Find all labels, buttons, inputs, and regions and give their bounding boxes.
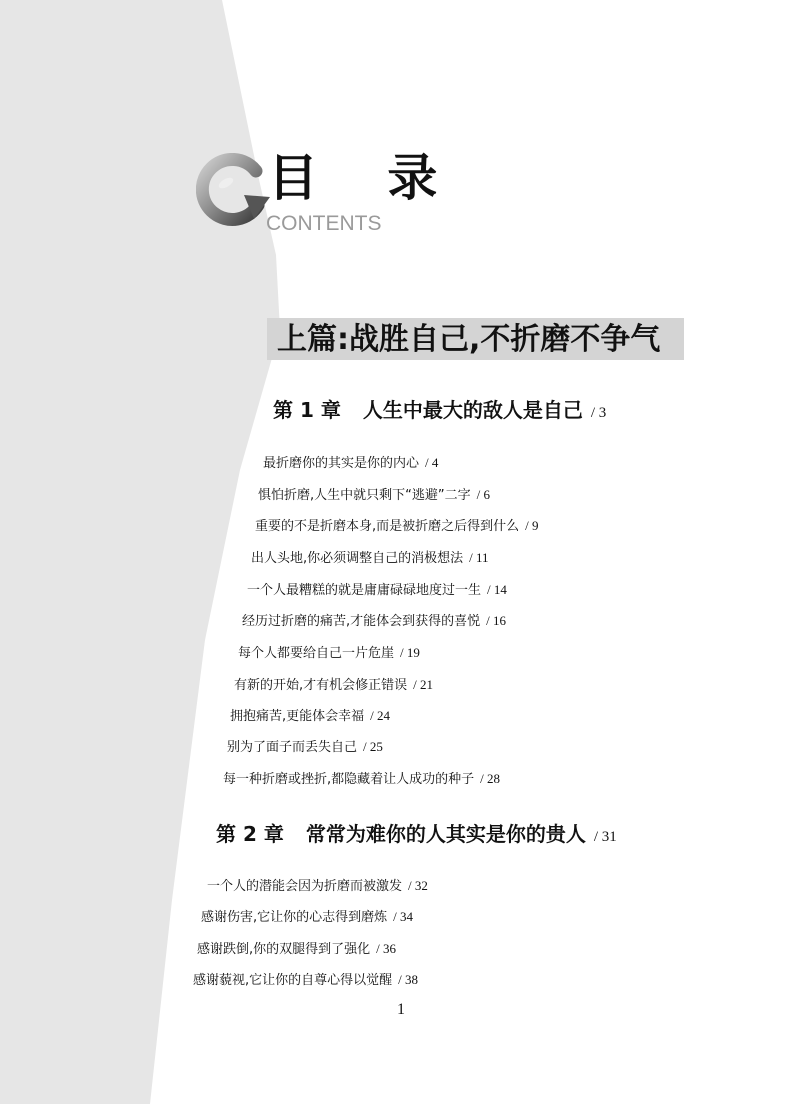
toc-entry[interactable] — [223, 769, 500, 790]
page-title: 目 录 — [268, 149, 464, 207]
page-number: 1 — [397, 1001, 405, 1018]
toc-entry[interactable] — [242, 611, 506, 632]
toc-entry[interactable] — [230, 706, 390, 727]
entry-title: 经历过折磨的痛苦,才能体会到获得的喜悦 — [242, 614, 481, 629]
entry-title: 别为了面子而丢失自己 — [227, 740, 358, 755]
toc-entry[interactable] — [251, 548, 489, 569]
entry-title: 感谢伤害,它让你的心志得到磨炼 — [201, 910, 388, 925]
toc-entry[interactable] — [193, 970, 418, 991]
entry-page: / 21 — [413, 677, 434, 692]
toc-entry[interactable] — [258, 485, 490, 506]
chapter-heading[interactable] — [273, 397, 606, 426]
part-title: 上篇:战胜自己,不折磨不争气 — [277, 322, 661, 357]
chapter-number: 第 2 章 — [216, 822, 284, 846]
entry-title: 出人头地,你必须调整自己的消极想法 — [251, 551, 464, 566]
entry-page: / 16 — [486, 613, 507, 628]
entry-page: / 4 — [425, 455, 439, 470]
page-subtitle: CONTENTS — [266, 212, 382, 235]
chapter-heading[interactable] — [216, 821, 617, 850]
entry-title: 拥抱痛苦,更能体会幸福 — [230, 709, 365, 724]
toc-entry[interactable] — [247, 580, 507, 601]
chapter-title: 常常为难你的人其实是你的贵人 — [305, 822, 586, 846]
chapter-page: / 3 — [590, 405, 607, 421]
toc-entry[interactable] — [255, 516, 539, 537]
entry-title: 有新的开始,才有机会修正错误 — [234, 678, 408, 693]
entry-page: / 32 — [408, 878, 428, 893]
entry-title: 一个人的潜能会因为折磨而被激发 — [207, 879, 403, 894]
entry-page: / 25 — [363, 739, 383, 754]
chapter-number: 第 1 章 — [273, 398, 341, 422]
toc-entry[interactable] — [238, 643, 420, 664]
entry-page: / 28 — [480, 771, 501, 786]
toc-entry[interactable] — [201, 907, 413, 928]
entry-page: / 36 — [376, 941, 397, 956]
chapter-page: / 31 — [593, 829, 617, 845]
toc-entry[interactable] — [263, 453, 438, 474]
entry-page: / 6 — [476, 487, 490, 502]
entry-title: 一个人最糟糕的就是庸庸碌碌地度过一生 — [247, 583, 482, 598]
entry-page: / 11 — [469, 550, 489, 565]
entry-page: / 9 — [525, 518, 539, 533]
entry-title: 感谢跌倒,你的双腿得到了强化 — [197, 942, 371, 957]
chapter-title: 人生中最大的敌人是自己 — [362, 398, 583, 422]
entry-page: / 34 — [393, 909, 414, 924]
entry-title: 每个人都要给自己一片危崖 — [238, 646, 395, 661]
entry-title: 最折磨你的其实是你的内心 — [263, 456, 420, 471]
entry-page: / 38 — [398, 972, 419, 987]
entry-title: 每一种折磨或挫折,都隐藏着让人成功的种子 — [223, 772, 475, 787]
toc-entry[interactable] — [234, 675, 433, 696]
toc-entry[interactable] — [227, 737, 383, 758]
toc-entry[interactable] — [197, 939, 396, 960]
entry-title: 感谢藐视,它让你的自尊心得以觉醒 — [193, 973, 393, 988]
entry-title: 惧怕折磨,人生中就只剩下“逃避”二字 — [258, 488, 471, 503]
contents-logo-icon — [196, 153, 272, 229]
toc-entry[interactable] — [207, 876, 428, 897]
entry-page: / 24 — [370, 708, 391, 723]
entry-page: / 14 — [487, 582, 507, 597]
entry-page: / 19 — [400, 645, 420, 660]
entry-title: 重要的不是折磨本身,而是被折磨之后得到什么 — [255, 519, 520, 534]
